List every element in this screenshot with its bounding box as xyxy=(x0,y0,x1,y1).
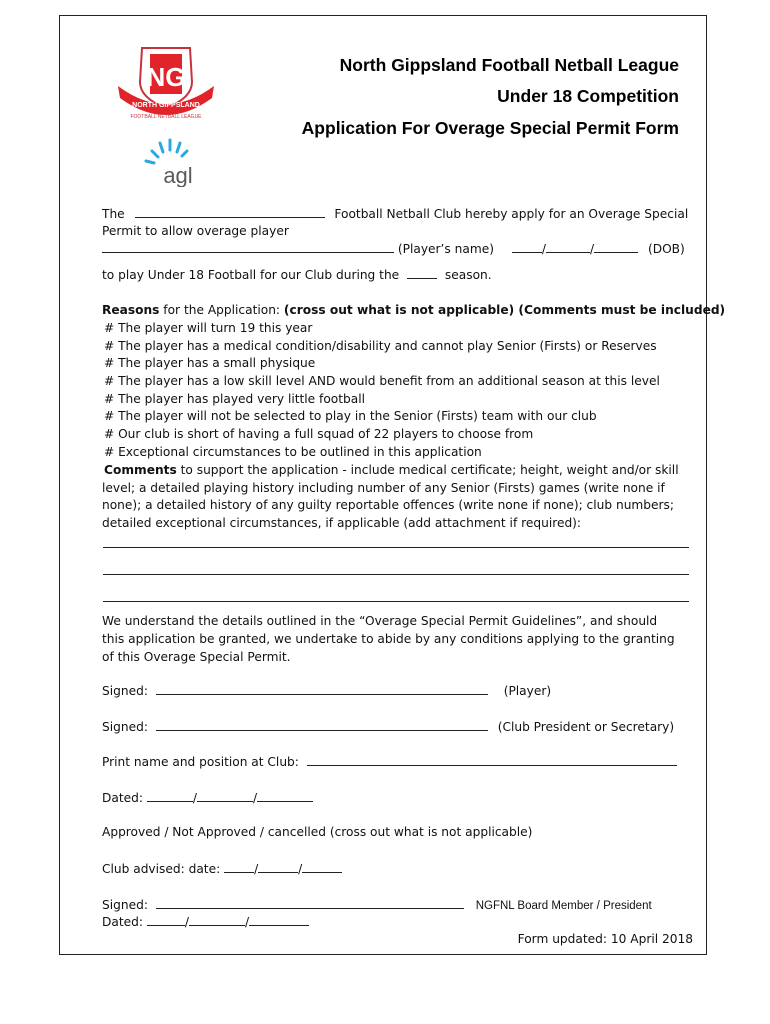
reason-item[interactable]: # The player has played very little football xyxy=(104,392,365,406)
comments-row-1 xyxy=(104,462,679,480)
board-signature-field[interactable] xyxy=(156,896,464,909)
print-name-row xyxy=(102,753,677,772)
reason-item[interactable]: # The player has a medical condition/disability and cannot play Senior (Firsts) or Reserves xyxy=(104,339,657,353)
board-dated-row xyxy=(102,913,309,932)
dob-month-field[interactable] xyxy=(546,240,590,253)
board-dated-slash: / xyxy=(244,915,250,929)
intro-row-1 xyxy=(102,205,688,224)
comments-row-2: level; a detailed playing history including number of any Senior (Firsts) games (write none if xyxy=(102,481,665,495)
signed-player-role: (Player) xyxy=(503,684,552,698)
dob-label: (DOB) xyxy=(647,242,685,256)
comment-line-3[interactable] xyxy=(103,601,689,602)
logo-ng-text: NG xyxy=(146,62,186,92)
intro-club-text: Football Netball Club hereby apply for an Overage Special xyxy=(334,207,689,221)
comment-line-2[interactable] xyxy=(103,574,689,575)
board-signed-label: Signed: xyxy=(102,898,148,912)
club-name-field[interactable] xyxy=(135,205,325,218)
understanding-row-3: of this Overage Special Permit. xyxy=(102,650,291,664)
reason-item[interactable]: # The player has a small physique xyxy=(104,356,316,370)
dated-day-field[interactable] xyxy=(147,789,193,802)
season-label: season. xyxy=(444,268,492,282)
reason-item[interactable]: # The player will not be selected to play in the Senior (Firsts) team with our club xyxy=(104,409,597,423)
dated-row xyxy=(102,789,313,808)
reason-item[interactable]: # The player will turn 19 this year xyxy=(104,321,313,335)
signed-player-row xyxy=(102,682,551,701)
reasons-instruction: (cross out what is not applicable) (Comments must be included) xyxy=(283,303,726,317)
understanding-row-2: this application be granted, we undertake to abide by any conditions applying to the granting xyxy=(102,632,675,646)
agl-text: agl xyxy=(163,163,193,187)
club-advised-label: Club advised: date: xyxy=(102,862,221,876)
player-signature-field[interactable] xyxy=(156,682,488,695)
advised-slash: / xyxy=(254,862,259,876)
dated-month-field[interactable] xyxy=(197,789,253,802)
intro-row-3 xyxy=(102,240,685,259)
signed-club-label: Signed: xyxy=(102,720,148,734)
understanding-row-1: We understand the details outlined in the “Overage Special Permit Guidelines”, and should xyxy=(102,614,658,628)
signed-club-role: (Club President or Secretary) xyxy=(497,720,675,734)
comments-text-1: to support the application - include medical certificate; height, weight and/or skill xyxy=(176,463,679,477)
intro-row-2: Permit to allow overage player xyxy=(102,224,289,238)
logo-banner-top: NORTH GIPPSLAND xyxy=(132,102,200,109)
intro-row-4 xyxy=(102,266,492,285)
print-name-field[interactable] xyxy=(307,753,677,766)
dob-slash-1: / xyxy=(541,242,546,256)
reasons-label-rest: for the Application: xyxy=(159,303,284,317)
dob-day-field[interactable] xyxy=(512,240,542,253)
reasons-label-bold: Reasons xyxy=(102,303,160,317)
board-role: NGFNL Board Member / President xyxy=(475,900,652,912)
board-dated-year-field[interactable] xyxy=(249,913,309,926)
header-line-3: Application For Overage Special Permit Form xyxy=(301,118,679,138)
advised-month-field[interactable] xyxy=(258,860,298,873)
dated-slash: / xyxy=(252,791,258,805)
dated-year-field[interactable] xyxy=(257,789,313,802)
comments-row-3: none); a detailed history of any guilty reportable offences (write none if none); club numbers; xyxy=(102,498,674,512)
dated-slash: / xyxy=(192,791,197,805)
club-advised-row xyxy=(102,860,342,879)
signed-player-label: Signed: xyxy=(102,684,148,698)
advised-year-field[interactable] xyxy=(302,860,342,873)
player-name-field[interactable] xyxy=(102,240,394,253)
league-logo xyxy=(112,38,220,124)
signed-club-row xyxy=(102,718,674,737)
advised-day-field[interactable] xyxy=(224,860,254,873)
dob-slash-2: / xyxy=(589,242,595,256)
print-name-label: Print name and position at Club: xyxy=(102,755,299,769)
players-name-label: (Player’s name) xyxy=(397,242,494,256)
reason-item[interactable]: # The player has a low skill level AND would benefit from an additional season at this level xyxy=(104,374,660,388)
board-dated-slash: / xyxy=(184,915,189,929)
comments-label: Comments xyxy=(104,463,177,477)
agl-logo xyxy=(138,135,198,187)
club-signature-field[interactable] xyxy=(156,718,488,731)
intro-the: The xyxy=(102,207,125,221)
reason-item[interactable]: # Exceptional circumstances to be outlined in this application xyxy=(104,445,482,459)
header-line-1: North Gippsland Football Netball League xyxy=(339,55,679,75)
approval-status[interactable]: Approved / Not Approved / cancelled (cross out what is not applicable) xyxy=(102,825,533,839)
dob-year-field[interactable] xyxy=(594,240,638,253)
board-dated-month-field[interactable] xyxy=(189,913,245,926)
board-dated-day-field[interactable] xyxy=(147,913,185,926)
play-text: to play Under 18 Football for our Club during the xyxy=(102,268,400,282)
logo-banner-bottom: FOOTBALL NETBALL LEAGUE xyxy=(130,114,202,120)
comment-line-1[interactable] xyxy=(103,547,689,548)
dated-label: Dated: xyxy=(102,791,143,805)
advised-slash: / xyxy=(298,862,303,876)
season-field[interactable] xyxy=(407,266,437,279)
board-dated-label: Dated: xyxy=(102,915,143,929)
form-updated: Form updated: 10 April 2018 xyxy=(517,932,693,946)
reasons-heading xyxy=(102,302,725,320)
reason-item[interactable]: # Our club is short of having a full squad of 22 players to choose from xyxy=(104,427,534,441)
comments-row-4: detailed exceptional circumstances, if applicable (add attachment if required): xyxy=(102,516,582,530)
header-line-2: Under 18 Competition xyxy=(497,86,679,106)
